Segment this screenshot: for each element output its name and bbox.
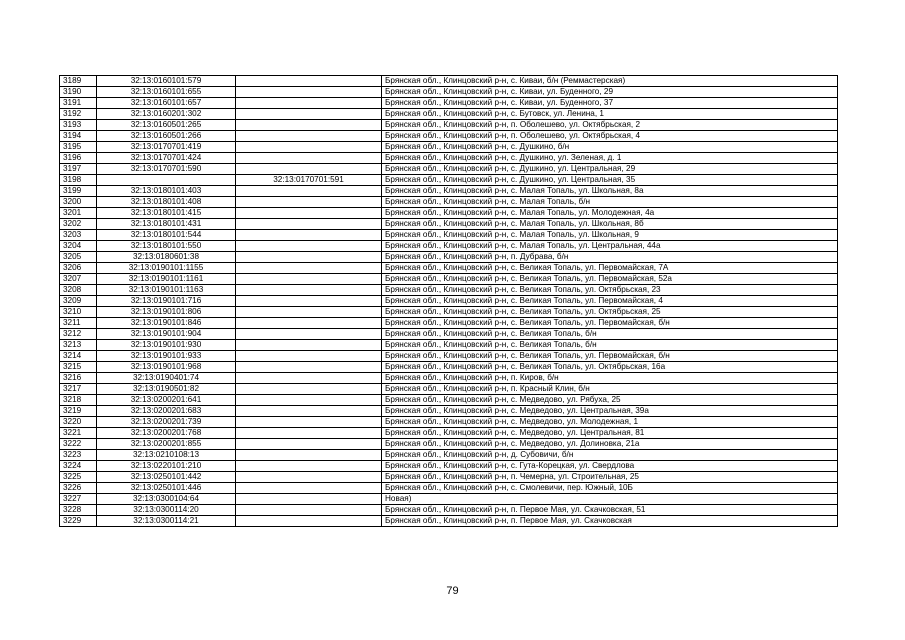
cadastral-number-cell: 32:13:0190401:74: [97, 373, 236, 384]
table-row: [60, 395, 838, 406]
row-number-cell: 3224: [60, 461, 97, 472]
cadastral-number-alt-cell: [236, 285, 382, 296]
row-number-cell: 3229: [60, 516, 97, 527]
row-number-cell: 3226: [60, 483, 97, 494]
row-number-cell: 3199: [60, 186, 97, 197]
table-row: [60, 109, 838, 120]
table-row: [60, 351, 838, 362]
row-number-cell: 3201: [60, 208, 97, 219]
table-row: [60, 428, 838, 439]
cadastral-number-cell: [97, 175, 236, 186]
table-row: [60, 439, 838, 450]
cadastral-number-cell: 32:13:0170701:424: [97, 153, 236, 164]
row-number-cell: 3192: [60, 109, 97, 120]
table-row: [60, 186, 838, 197]
row-number-cell: 3216: [60, 373, 97, 384]
address-cell: Брянская обл., Клинцовский р-н, с. Киваи, ул. Буденного, 29: [382, 87, 838, 98]
cadastral-number-cell: 32:13:0200201:641: [97, 395, 236, 406]
table-row: [60, 516, 838, 527]
row-number-cell: 3222: [60, 439, 97, 450]
cadastral-number-alt-cell: [236, 252, 382, 263]
cadastral-number-alt-cell: [236, 483, 382, 494]
table-row: [60, 98, 838, 109]
row-number-cell: 3209: [60, 296, 97, 307]
cadastral-number-cell: 32:13:0190501:82: [97, 384, 236, 395]
cadastral-number-alt-cell: 32:13:0170701:591: [236, 175, 382, 186]
table-row: [60, 142, 838, 153]
cadastral-number-alt-cell: [236, 164, 382, 175]
address-cell: Брянская обл., Клинцовский р-н, с. Медведово, ул. Центральная, 81: [382, 428, 838, 439]
row-number-cell: 3195: [60, 142, 97, 153]
cadastral-number-cell: 32:13:0190101:716: [97, 296, 236, 307]
address-cell: Брянская обл., Клинцовский р-н, п. Первое Мая, ул. Скачковская: [382, 516, 838, 527]
cadastral-number-alt-cell: [236, 461, 382, 472]
cadastral-number-alt-cell: [236, 307, 382, 318]
table-row: [60, 219, 838, 230]
cadastral-number-cell: 32:13:0180101:550: [97, 241, 236, 252]
address-cell: Брянская обл., Клинцовский р-н, с. Медведово, ул. Центральная, 39а: [382, 406, 838, 417]
row-number-cell: 3194: [60, 131, 97, 142]
cadastral-number-cell: 32:13:0160101:579: [97, 76, 236, 87]
address-cell: Брянская обл., Клинцовский р-н, с. Душкино, ул. Зеленая, д. 1: [382, 153, 838, 164]
address-cell: Брянская обл., Клинцовский р-н, с. Великая Топаль, б/н: [382, 329, 838, 340]
address-cell: Брянская обл., Клинцовский р-н, с. Гута-Корецкая, ул. Свердлова: [382, 461, 838, 472]
cadastral-number-alt-cell: [236, 263, 382, 274]
table-row: [60, 505, 838, 516]
cadastral-number-cell: 32:13:0300114:20: [97, 505, 236, 516]
cadastral-number-alt-cell: [236, 98, 382, 109]
address-cell: Брянская обл., Клинцовский р-н, с. Великая Топаль, ул. Октябрьская, 25: [382, 307, 838, 318]
register-table-body: [60, 76, 838, 527]
table-row: [60, 417, 838, 428]
table-row: [60, 241, 838, 252]
cadastral-number-cell: 32:13:0200201:739: [97, 417, 236, 428]
row-number-cell: 3207: [60, 274, 97, 285]
cadastral-number-cell: 32:13:0160501:265: [97, 120, 236, 131]
cadastral-number-alt-cell: [236, 450, 382, 461]
cadastral-number-alt-cell: [236, 362, 382, 373]
cadastral-number-cell: 32:13:0160101:655: [97, 87, 236, 98]
row-number-cell: 3212: [60, 329, 97, 340]
cadastral-number-cell: 32:13:0190101:933: [97, 351, 236, 362]
cadastral-number-cell: 32:13:0300104:64: [97, 494, 236, 505]
address-cell: Брянская обл., Клинцовский р-н, с. Великая Топаль, ул. Первомайская, б/н: [382, 318, 838, 329]
cadastral-number-alt-cell: [236, 329, 382, 340]
table-row: [60, 263, 838, 274]
address-cell: Брянская обл., Клинцовский р-н, с. Душкино, б/н: [382, 142, 838, 153]
cadastral-number-cell: 32:13:0170701:419: [97, 142, 236, 153]
cadastral-number-cell: 32:13:0180101:408: [97, 197, 236, 208]
address-cell: Брянская обл., Клинцовский р-н, с. Малая Топаль, ул. Школьная, 9: [382, 230, 838, 241]
cadastral-number-cell: 32:13:0190101:806: [97, 307, 236, 318]
row-number-cell: 3197: [60, 164, 97, 175]
table-row: [60, 131, 838, 142]
cadastral-number-cell: 32:13:0180101:431: [97, 219, 236, 230]
address-cell: Брянская обл., Клинцовский р-н, с. Малая Топаль, ул. Школьная, 8б: [382, 219, 838, 230]
row-number-cell: 3193: [60, 120, 97, 131]
row-number-cell: 3200: [60, 197, 97, 208]
cadastral-number-alt-cell: [236, 406, 382, 417]
address-cell: Брянская обл., Клинцовский р-н, с. Киваи, ул. Буденного, 37: [382, 98, 838, 109]
address-cell: Брянская обл., Клинцовский р-н, с. Малая Топаль, ул. Центральная, 44а: [382, 241, 838, 252]
cadastral-number-cell: 32:13:0180101:544: [97, 230, 236, 241]
cadastral-number-cell: 32:13:0300114:21: [97, 516, 236, 527]
row-number-cell: 3210: [60, 307, 97, 318]
address-cell: Брянская обл., Клинцовский р-н, п. Красный Клин, б/н: [382, 384, 838, 395]
cadastral-number-cell: 32:13:0190101:1155: [97, 263, 236, 274]
cadastral-number-cell: 32:13:0160201:302: [97, 109, 236, 120]
cadastral-number-cell: 32:13:0190101:930: [97, 340, 236, 351]
address-cell: Брянская обл., Клинцовский р-н, с. Малая Топаль, ул. Молодежная, 4а: [382, 208, 838, 219]
table-row: [60, 252, 838, 263]
cadastral-number-cell: 32:13:0160501:266: [97, 131, 236, 142]
cadastral-number-alt-cell: [236, 472, 382, 483]
address-cell: Брянская обл., Клинцовский р-н, п. Дубрава, б/н: [382, 252, 838, 263]
table-row: [60, 76, 838, 87]
row-number-cell: 3202: [60, 219, 97, 230]
table-row: [60, 494, 838, 505]
cadastral-number-alt-cell: [236, 351, 382, 362]
table-row: [60, 120, 838, 131]
cadastral-number-cell: 32:13:0180101:403: [97, 186, 236, 197]
row-number-cell: 3217: [60, 384, 97, 395]
page-number: 79: [446, 585, 459, 597]
cadastral-number-alt-cell: [236, 505, 382, 516]
cadastral-number-cell: 32:13:0190101:904: [97, 329, 236, 340]
row-number-cell: 3221: [60, 428, 97, 439]
table-row: [60, 296, 838, 307]
cadastral-number-cell: 32:13:0220101:210: [97, 461, 236, 472]
table-row: [60, 340, 838, 351]
row-number-cell: 3214: [60, 351, 97, 362]
address-cell: Брянская обл., Клинцовский р-н, п. Чемерна, ул. Строительная, 25: [382, 472, 838, 483]
address-cell: Брянская обл., Клинцовский р-н, с. Душкино, ул. Центральная, 29: [382, 164, 838, 175]
cadastral-number-alt-cell: [236, 395, 382, 406]
cadastral-number-alt-cell: [236, 428, 382, 439]
address-cell: Брянская обл., Клинцовский р-н, с. Великая Топаль, ул. Первомайская, 52а: [382, 274, 838, 285]
cadastral-number-alt-cell: [236, 373, 382, 384]
address-cell: Брянская обл., Клинцовский р-н, с. Медведово, ул. Рябуха, 25: [382, 395, 838, 406]
address-cell: Новая): [382, 494, 838, 505]
cadastral-number-cell: 32:13:0250101:446: [97, 483, 236, 494]
row-number-cell: 3204: [60, 241, 97, 252]
row-number-cell: 3205: [60, 252, 97, 263]
table-row: [60, 318, 838, 329]
address-cell: Брянская обл., Клинцовский р-н, п. Оболешево, ул. Октябрьская, 4: [382, 131, 838, 142]
table-row: [60, 384, 838, 395]
address-cell: Брянская обл., Клинцовский р-н, с. Великая Топаль, ул. Октябрьская, 16а: [382, 362, 838, 373]
table-row: [60, 164, 838, 175]
address-cell: Брянская обл., Клинцовский р-н, с. Бутовск, ул. Ленина, 1: [382, 109, 838, 120]
table-row: [60, 175, 838, 186]
cadastral-number-cell: 32:13:0170701:590: [97, 164, 236, 175]
row-number-cell: 3190: [60, 87, 97, 98]
cadastral-number-cell: 32:13:0210108:13: [97, 450, 236, 461]
address-cell: Брянская обл., Клинцовский р-н, с. Киваи, б/н (Реммастерская): [382, 76, 838, 87]
row-number-cell: 3196: [60, 153, 97, 164]
address-cell: Брянская обл., Клинцовский р-н, д. Субовичи, б/н: [382, 450, 838, 461]
address-cell: Брянская обл., Клинцовский р-н, п. Первое Мая, ул. Скачковская, 51: [382, 505, 838, 516]
row-number-cell: 3215: [60, 362, 97, 373]
row-number-cell: 3189: [60, 76, 97, 87]
row-number-cell: 3220: [60, 417, 97, 428]
table-row: [60, 197, 838, 208]
row-number-cell: 3208: [60, 285, 97, 296]
table-row: [60, 406, 838, 417]
table-row: [60, 285, 838, 296]
row-number-cell: 3219: [60, 406, 97, 417]
address-cell: Брянская обл., Клинцовский р-н, с. Смолевичи, пер. Южный, 10Б: [382, 483, 838, 494]
address-cell: Брянская обл., Клинцовский р-н, п. Киров, б/н: [382, 373, 838, 384]
cadastral-number-alt-cell: [236, 76, 382, 87]
cadastral-number-alt-cell: [236, 340, 382, 351]
row-number-cell: 3206: [60, 263, 97, 274]
row-number-cell: 3203: [60, 230, 97, 241]
row-number-cell: 3213: [60, 340, 97, 351]
row-number-cell: 3198: [60, 175, 97, 186]
row-number-cell: 3218: [60, 395, 97, 406]
cadastral-number-cell: 32:13:0250101:442: [97, 472, 236, 483]
table-row: [60, 153, 838, 164]
cadastral-number-alt-cell: [236, 439, 382, 450]
table-row: [60, 472, 838, 483]
table-row: [60, 450, 838, 461]
address-cell: Брянская обл., Клинцовский р-н, п. Оболешево, ул. Октябрьская, 2: [382, 120, 838, 131]
cadastral-number-cell: 32:13:0190101:1163: [97, 285, 236, 296]
cadastral-number-cell: 32:13:0180601:38: [97, 252, 236, 263]
table-row: [60, 483, 838, 494]
table-row: [60, 208, 838, 219]
cadastral-number-alt-cell: [236, 318, 382, 329]
cadastral-number-alt-cell: [236, 384, 382, 395]
cadastral-number-alt-cell: [236, 219, 382, 230]
row-number-cell: 3211: [60, 318, 97, 329]
cadastral-number-alt-cell: [236, 516, 382, 527]
cadastral-number-alt-cell: [236, 186, 382, 197]
table-row: [60, 373, 838, 384]
cadastral-number-alt-cell: [236, 417, 382, 428]
address-cell: Брянская обл., Клинцовский р-н, с. Медведово, ул. Молодежная, 1: [382, 417, 838, 428]
cadastral-number-cell: 32:13:0190101:1161: [97, 274, 236, 285]
cadastral-number-alt-cell: [236, 197, 382, 208]
cadastral-number-alt-cell: [236, 494, 382, 505]
cadastral-number-alt-cell: [236, 241, 382, 252]
address-cell: Брянская обл., Клинцовский р-н, с. Великая Топаль, б/н: [382, 340, 838, 351]
address-cell: Брянская обл., Клинцовский р-н, с. Великая Топаль, ул. Первомайская, 7А: [382, 263, 838, 274]
cadastral-number-cell: 32:13:0180101:415: [97, 208, 236, 219]
cadastral-number-cell: 32:13:0190101:846: [97, 318, 236, 329]
cadastral-number-alt-cell: [236, 87, 382, 98]
address-cell: Брянская обл., Клинцовский р-н, с. Малая Топаль, б/н: [382, 197, 838, 208]
cadastral-number-cell: 32:13:0190101:968: [97, 362, 236, 373]
cadastral-number-alt-cell: [236, 153, 382, 164]
cadastral-number-alt-cell: [236, 208, 382, 219]
address-cell: Брянская обл., Клинцовский р-н, с. Душкино, ул. Центральная, 35: [382, 175, 838, 186]
address-cell: Брянская обл., Клинцовский р-н, с. Великая Топаль, ул. Первомайская, 4: [382, 296, 838, 307]
cadastral-number-alt-cell: [236, 274, 382, 285]
table-row: [60, 230, 838, 241]
table-row: [60, 329, 838, 340]
cadastral-number-alt-cell: [236, 142, 382, 153]
table-row: [60, 362, 838, 373]
table-row: [60, 461, 838, 472]
row-number-cell: 3228: [60, 505, 97, 516]
row-number-cell: 3223: [60, 450, 97, 461]
table-row: [60, 87, 838, 98]
cadastral-number-cell: 32:13:0200201:683: [97, 406, 236, 417]
cadastral-number-cell: 32:13:0200201:855: [97, 439, 236, 450]
cadastral-number-alt-cell: [236, 120, 382, 131]
cadastral-number-cell: 32:13:0160101:657: [97, 98, 236, 109]
table-row: [60, 274, 838, 285]
address-cell: Брянская обл., Клинцовский р-н, с. Великая Топаль, ул. Первомайская, б/н: [382, 351, 838, 362]
row-number-cell: 3227: [60, 494, 97, 505]
table-row: [60, 307, 838, 318]
cadastral-number-alt-cell: [236, 230, 382, 241]
address-cell: Брянская обл., Клинцовский р-н, с. Великая Топаль, ул. Октябрьская, 23: [382, 285, 838, 296]
cadastral-number-alt-cell: [236, 109, 382, 120]
cadastral-number-alt-cell: [236, 131, 382, 142]
row-number-cell: 3225: [60, 472, 97, 483]
cadastral-number-cell: 32:13:0200201:768: [97, 428, 236, 439]
cadastral-number-alt-cell: [236, 296, 382, 307]
property-register-table: [59, 75, 838, 527]
address-cell: Брянская обл., Клинцовский р-н, с. Малая Топаль, ул. Школьная, 8а: [382, 186, 838, 197]
row-number-cell: 3191: [60, 98, 97, 109]
address-cell: Брянская обл., Клинцовский р-н, с. Медведово, ул. Долиновка, 21а: [382, 439, 838, 450]
